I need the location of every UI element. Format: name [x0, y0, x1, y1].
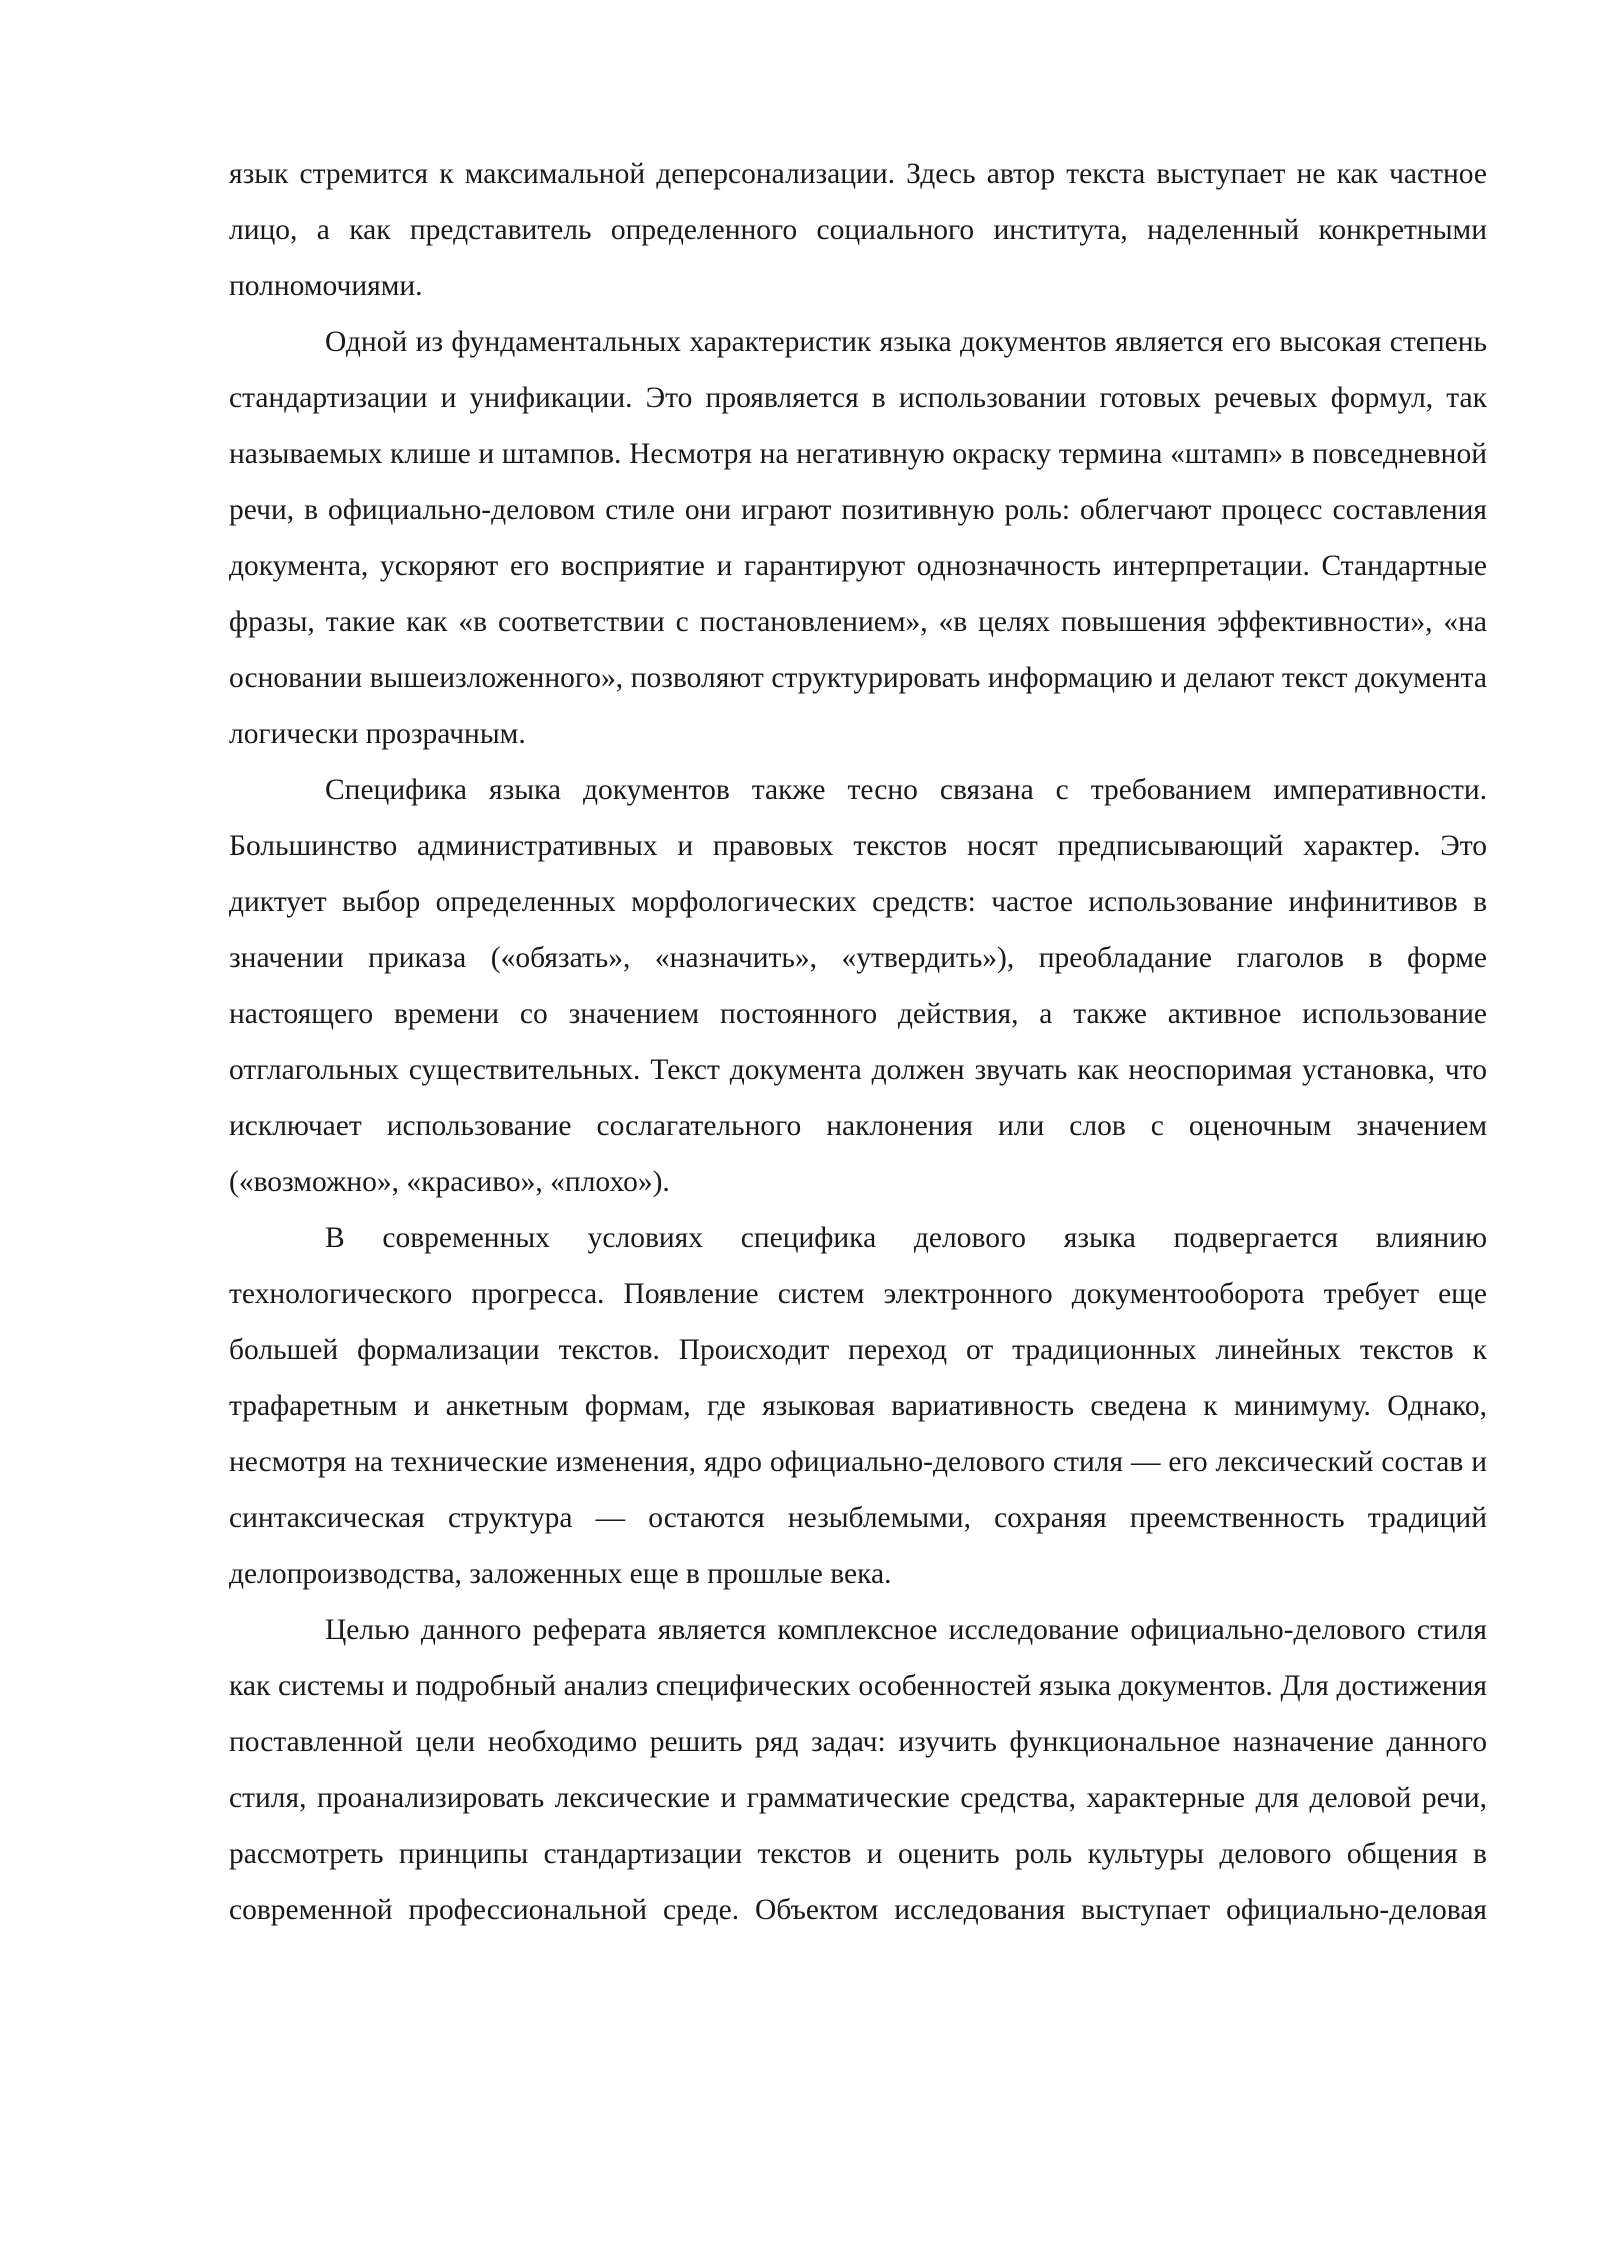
- document-text-body: [229, 146, 1487, 1938]
- paragraph-standardization: Одной из фундаментальных характеристик языка документов является его высокая степень стандартизации и унификации. Это проявляется в использовании готовых речевых формул, так называемых клише и штампов. Несмотря на негативную окраску термина «штамп» в повседневной речи, в официально-деловом стиле они играют позитивную роль: облегчают процесс составления документа, ускоряют его восприятие и гарантируют однозначность интерпретации. Стандартные фразы, такие как «в соответствии с постановлением», «в целях повышения эффективности», «на основании вышеизложенного», позволяют структурировать информацию и делают текст документа логически прозрачным.: [229, 326, 1487, 750]
- paragraph-imperativeness: Специфика языка документов также тесно связана с требованием императивности. Большинство административных и правовых текстов носят предписывающий характер. Это диктует выбор определенных морфологических средств: частое использование инфинитивов в значении приказа («обязать», «назначить», «утвердить»), преобладание глаголов в форме настоящего времени со значением постоянного действия, а также активное использование отглагольных существительных. Текст документа должен звучать как неоспоримая установка, что исключает использование сослагательного наклонения или слов с оценочным значением («возможно», «красиво», «плохо»).: [229, 774, 1487, 1198]
- paragraph-goal: Целью данного реферата является комплексное исследование официально-делового стиля как системы и подробный анализ специфических особенностей языка документов. Для достижения поставленной цели необходимо решить ряд задач: изучить функциональное назначение данного стиля, проанализировать лексические и грамматические средства, характерные для деловой речи, рассмотреть принципы стандартизации текстов и оценить роль культуры делового общения в современной профессиональной среде. Объектом исследования выступает официально-деловая: [229, 1614, 1487, 1926]
- paragraph-technology: В современных условиях специфика делового языка подвергается влиянию технологического прогресса. Появление систем электронного документооборота требует еще большей формализации текстов. Происходит переход от традиционных линейных текстов к трафаретным и анкетным формам, где языковая вариативность сведена к минимуму. Однако, несмотря на технические изменения, ядро официально-делового стиля — его лексический состав и синтаксическая структура — остаются незыблемыми, сохраняя преемственность традиций делопроизводства, заложенных еще в прошлые века.: [229, 1222, 1487, 1590]
- paragraph-continuation: язык стремится к максимальной деперсонализации. Здесь автор текста выступает не как частное лицо, а как представитель определенного социального института, наделенный конкретными полномочиями.: [229, 158, 1487, 302]
